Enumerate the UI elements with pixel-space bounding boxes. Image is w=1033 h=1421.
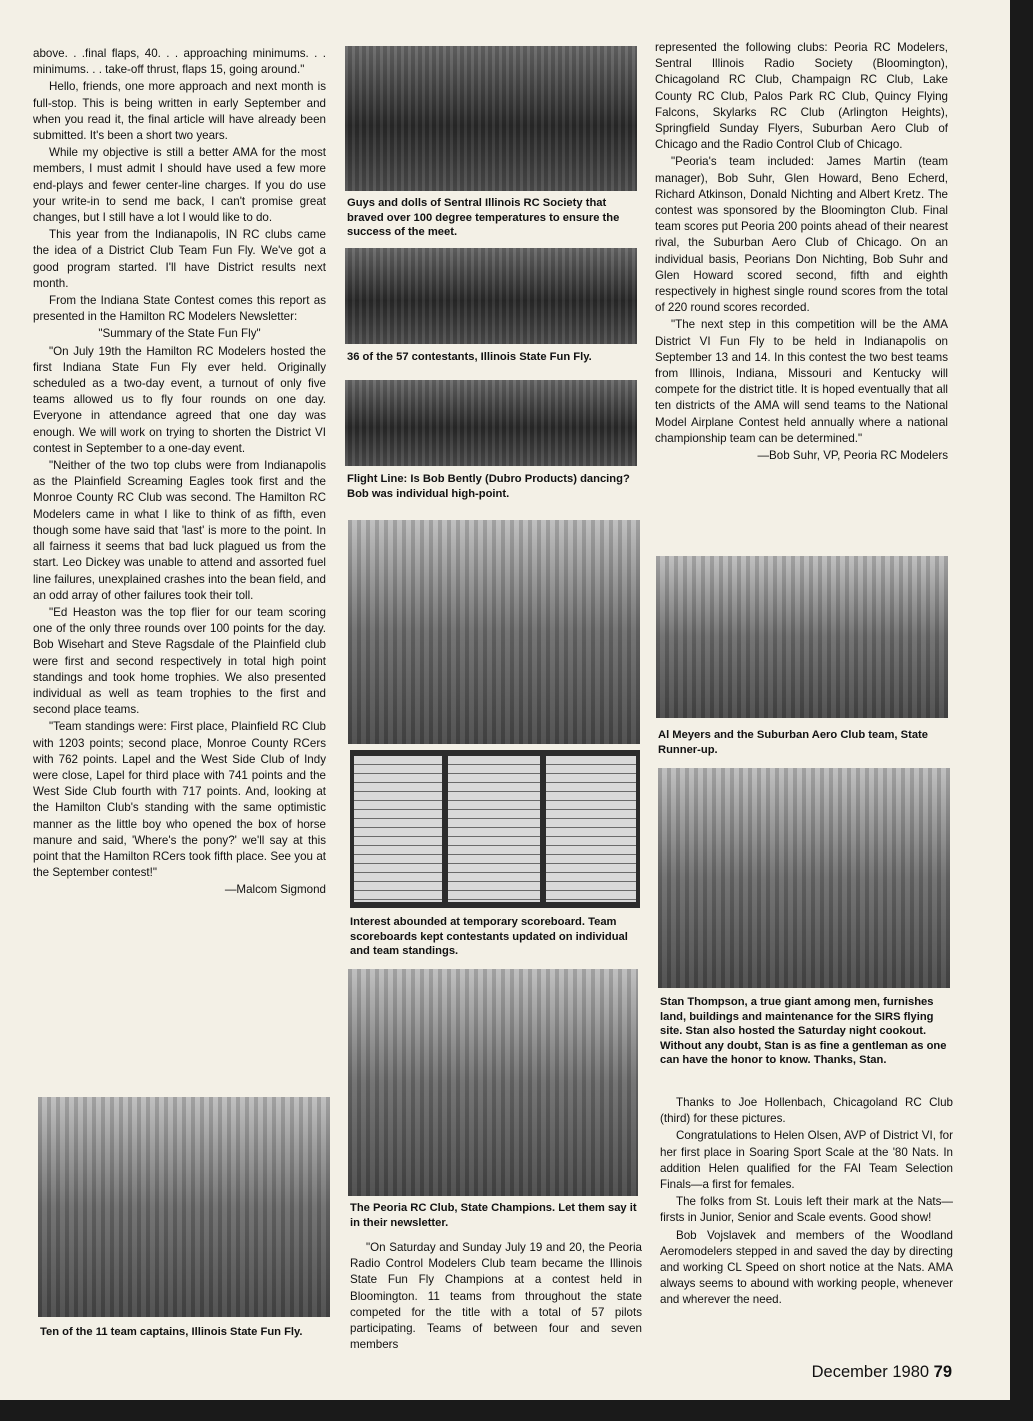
column-2-text: [350, 1240, 642, 1354]
photo-scoreboard-crowd: [348, 520, 640, 744]
photo-suburban-aero: [656, 556, 948, 718]
page-footer: [812, 1363, 952, 1382]
photo-peoria-club: [348, 969, 638, 1196]
caption-peoria-club: The Peoria RC Club, State Champions. Let them say it in their newsletter.: [350, 1202, 637, 1229]
caption-scoreboard: Interest abounded at temporary scoreboard. Team scoreboards kept contestants updated on individual and team standings.: [350, 916, 628, 957]
column-3: [655, 40, 948, 465]
paragraph: above. . .final flaps, 40. . . approaching minimums. . . minimums. . . take-off thrust, flaps 15, going around.": [33, 47, 326, 77]
paragraph: "Peoria's team included: James Martin (team manager), Bob Suhr, Glen Howard, Beno Echerd, Richard Atkinson, Donald Nichting and Albert Kretz. The contest was sponsored by the Bloomington Club. Final team scores put Peoria 200 points ahead of their nearest rival, the Suburban Aero Club of Chicago. On an individual basis, Peorians Don Nichting, Bob Suhr and Glen Howard scored second, fifth and eighth respectively in highest single round scores from the total of 220 round scores recorded.: [655, 155, 948, 315]
caption-sirs-group: Guys and dolls of Sentral Illinois RC Society that braved over 100 degree temperatures to ensure the success of the meet.: [347, 197, 620, 238]
paragraph: Thanks to Joe Hollenbach, Chicagoland RC Club (third) for these pictures.: [660, 1096, 953, 1126]
paragraph: represented the following clubs: Peoria RC Modelers, Sentral Illinois Radio Society (Bloomington), Chicagoland RC Club, Champaign RC Club, Lake County RC Club, Palos Park RC Club, Quincy Flying Falcons, Skylarks RC Club (Arlington Heights), Springfield Sunday Flyers, Suburban Aero Club of Chicago and the Radio Control Club of Chicago.: [655, 41, 948, 152]
paragraph: The folks from St. Louis left their mark at the Nats—firsts in Junior, Senior and Scale events. Good show!: [660, 1195, 953, 1225]
byline: —Malcom Sigmond: [224, 883, 326, 897]
paragraph: "The next step in this competition will be the AMA District VI Fun Fly to be held in Indianapolis on September 13 and 14. In this contest the two best teams from Illinois, Indiana, Missouri and Kentucky will compete for the district title. It is hoped eventually that all ten districts of the AMA will send teams to the National Model Airplane Contest held annually where a national championship team can be determined.": [655, 318, 948, 445]
issue-date: December 1980: [811, 1363, 930, 1381]
paragraph: "Team standings were: First place, Plainfield RC Club with 1203 points; second place, Monroe County RCers with 762 points. Lapel and the West Side Club of Indy were close, Lapel for third place with 741 points and the West Side Club fourth with 717 points. And, looking at the Hamilton Club's standing with the same optimistic manner as the little boy who opened the box of horse manure and said, 'Where's the pony?' we'll say at this point that the Hamilton RCers took fifth place. See you at the September contest!": [33, 720, 326, 880]
caption-stan-thompson: Stan Thompson, a true giant among men, furnishes land, buildings and maintenance for the SIRS flying site. Stan also hosted the Saturday night cookout. Without any doubt, Stan is as fine a gentleman as one can have the honor to know. Thanks, Stan.: [660, 996, 947, 1066]
subheading: "Summary of the State Fun Fly": [98, 327, 261, 341]
paragraph: From the Indiana State Contest comes this report as presented in the Hamilton RC Modelers Newsletter:: [33, 294, 326, 324]
paragraph: Congratulations to Helen Olsen, AVP of District VI, for her first place in Soaring Sport Scale at the '80 Nats. In addition Helen qualified for the FAI Team Selection Finals—a first for females.: [660, 1129, 953, 1192]
caption-flight-line: Flight Line: Is Bob Bently (Dubro Products) dancing? Bob was individual high-point.: [347, 473, 630, 500]
paragraph: "Neither of the two top clubs were from Indianapolis as the Plainfield Screaming Eagles took first and the Monroe County RC Club was second. The Hamilton RC Modelers came in what I like to think of as fifth, even though some have said that 'last' is more to the point. In all fairness it seems that bad luck plagued us from the start. Leo Dickey was unable to attend and assorted fuel line failures, unexplained crashes into the bean field, and an odd array of other failures took their toll.: [33, 459, 326, 602]
photo-stan-thompson: [658, 768, 950, 988]
photo-team-captains: [38, 1097, 330, 1317]
photo-sirs-group: [345, 46, 637, 191]
column-1: [33, 46, 326, 900]
paragraph: "Ed Heaston was the top flier for our team scoring one of the only three rounds over 100 points for the day. Bob Wisehart and Steve Ragsdale of the Plainfield club were first and second respectively in total high point standings and took home trophies. We also presented individual as well as team trophies to the first and second place teams.: [33, 605, 326, 717]
paragraph: While my objective is still a better AMA for the most members, I must admit I should have used a few more end-plays and fewer center-line charges. If you do use your write-in to send me back, I can't promise great changes, but I still have a lot I would like to do.: [33, 146, 326, 225]
paragraph: "On July 19th the Hamilton RC Modelers hosted the first Indiana State Fun Fly ever held. Originally scheduled as a two-day event, a turnout of only five teams allowed us to fly four rounds on one day. Everyone in attendance agreed that one day was enough. We will work on trying to shorten the District VI contest in September to a one-day event.: [33, 344, 326, 455]
scoreboard-panel: [448, 756, 540, 902]
paragraph: Bob Vojslavek and members of the Woodland Aeromodelers stepped in and saved the day by directing and working CL Speed on short notice at the Nats. AMA always seems to abound with working people, whenever and wherever the need.: [660, 1228, 953, 1307]
byline: —Bob Suhr, VP, Peoria RC Modelers: [757, 449, 948, 463]
caption-team-captains: Ten of the 11 team captains, Illinois State Fun Fly.: [40, 1326, 303, 1338]
scoreboard-panel: [546, 756, 636, 902]
photo-scoreboard: [350, 750, 640, 908]
caption-contestants: 36 of the 57 contestants, Illinois State Fun Fly.: [347, 351, 592, 363]
caption-suburban-aero: Al Meyers and the Suburban Aero Club team, State Runner-up.: [658, 729, 929, 756]
column-3-closing: [660, 1095, 953, 1310]
photo-contestants: [345, 248, 637, 344]
scoreboard-panel: [354, 756, 442, 902]
paragraph: Hello, friends, one more approach and next month is full-stop. This is being written in early September and when you read it, the final article will have already been submitted. It's been a short two years.: [33, 80, 326, 143]
paragraph: "On Saturday and Sunday July 19 and 20, the Peoria Radio Control Modelers Club team became the Illinois State Fun Fly Champions at a contest held in Bloomington. 11 teams from throughout the state competed for the title with a total of 57 pilots participating. Teams of between four and seven members: [350, 1241, 642, 1352]
paragraph: This year from the Indianapolis, IN RC clubs came the idea of a District Club Team Fun Fly. We've got a good program started. I'll have District results next month.: [33, 228, 326, 290]
page-number: 79: [933, 1363, 952, 1381]
photo-flight-line: [345, 380, 637, 466]
